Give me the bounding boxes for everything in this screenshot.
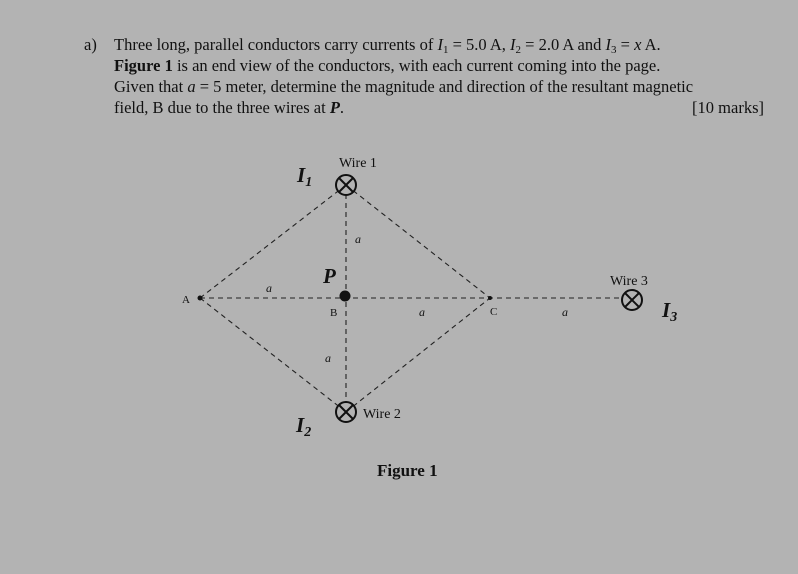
- q-current-subscript: 3: [611, 44, 617, 56]
- q-unit: A.: [644, 35, 661, 54]
- q-equals: =: [620, 35, 630, 54]
- q-text: Three long, parallel conductors carry currents of: [114, 35, 434, 54]
- line-wire1-c: [346, 185, 490, 298]
- q-figure-ref: Figure 1: [114, 56, 173, 75]
- wire-2-label: Wire 2: [363, 407, 401, 422]
- current-i3-subscript: 3: [670, 310, 678, 325]
- point-a-label: A: [182, 294, 190, 306]
- q-current-value: = 5.0 A,: [452, 35, 506, 54]
- current-i2-subscript: 2: [304, 425, 312, 440]
- q-period: .: [339, 98, 345, 117]
- current-i1-subscript: 1: [305, 175, 313, 190]
- wire-3-label: Wire 3: [610, 274, 648, 289]
- current-i3-label: [661, 298, 677, 325]
- current-i2-label: [295, 413, 311, 440]
- q-current-symbol: I: [437, 35, 443, 54]
- q-text: field, B due to the three wires at: [114, 98, 326, 117]
- distance-label: a: [562, 305, 568, 319]
- q-current-subscript: 1: [442, 44, 449, 56]
- distance-label: a: [355, 232, 361, 246]
- q-text: = 5 meter, determine the magnitude and direction of the resultant magnetic: [199, 77, 694, 96]
- q-current-symbol: I: [605, 35, 611, 54]
- wire-1-symbol: [336, 175, 356, 195]
- point-p-dot: [340, 291, 351, 302]
- distance-label: a: [325, 351, 331, 365]
- q-variable: x: [634, 35, 642, 54]
- marks-label: [10 marks]: [692, 98, 764, 117]
- wire-2-symbol: [336, 402, 356, 422]
- point-c-label: C: [490, 306, 498, 318]
- wire-3-symbol: [622, 290, 642, 310]
- q-current-value: = 2.0 A and: [525, 35, 602, 54]
- q-point: P: [329, 98, 340, 117]
- point-c-dot: [488, 296, 492, 300]
- point-b-label: B: [330, 307, 338, 319]
- q-text: is an end view of the conductors, with each current coming into the page.: [176, 56, 661, 75]
- point-a-dot: [198, 296, 203, 301]
- current-i2-symbol: I: [296, 413, 305, 437]
- q-current-symbol: I: [510, 35, 516, 54]
- distance-label: a: [266, 281, 272, 295]
- q-current-subscript: 2: [515, 44, 522, 56]
- current-i1-symbol: I: [297, 163, 306, 187]
- diagram-dashed-lines: [200, 185, 632, 412]
- figure-caption: Figure 1: [377, 461, 438, 480]
- q-text: Given that: [114, 77, 184, 96]
- current-i3-symbol: I: [662, 298, 671, 322]
- distance-label: a: [419, 305, 425, 319]
- question-label: a): [84, 35, 97, 54]
- line-wire2-c: [346, 298, 490, 412]
- q-variable: a: [187, 77, 196, 96]
- current-i1-label: [296, 163, 312, 190]
- wire-1-label: Wire 1: [339, 156, 377, 171]
- point-p-label: P: [323, 264, 336, 288]
